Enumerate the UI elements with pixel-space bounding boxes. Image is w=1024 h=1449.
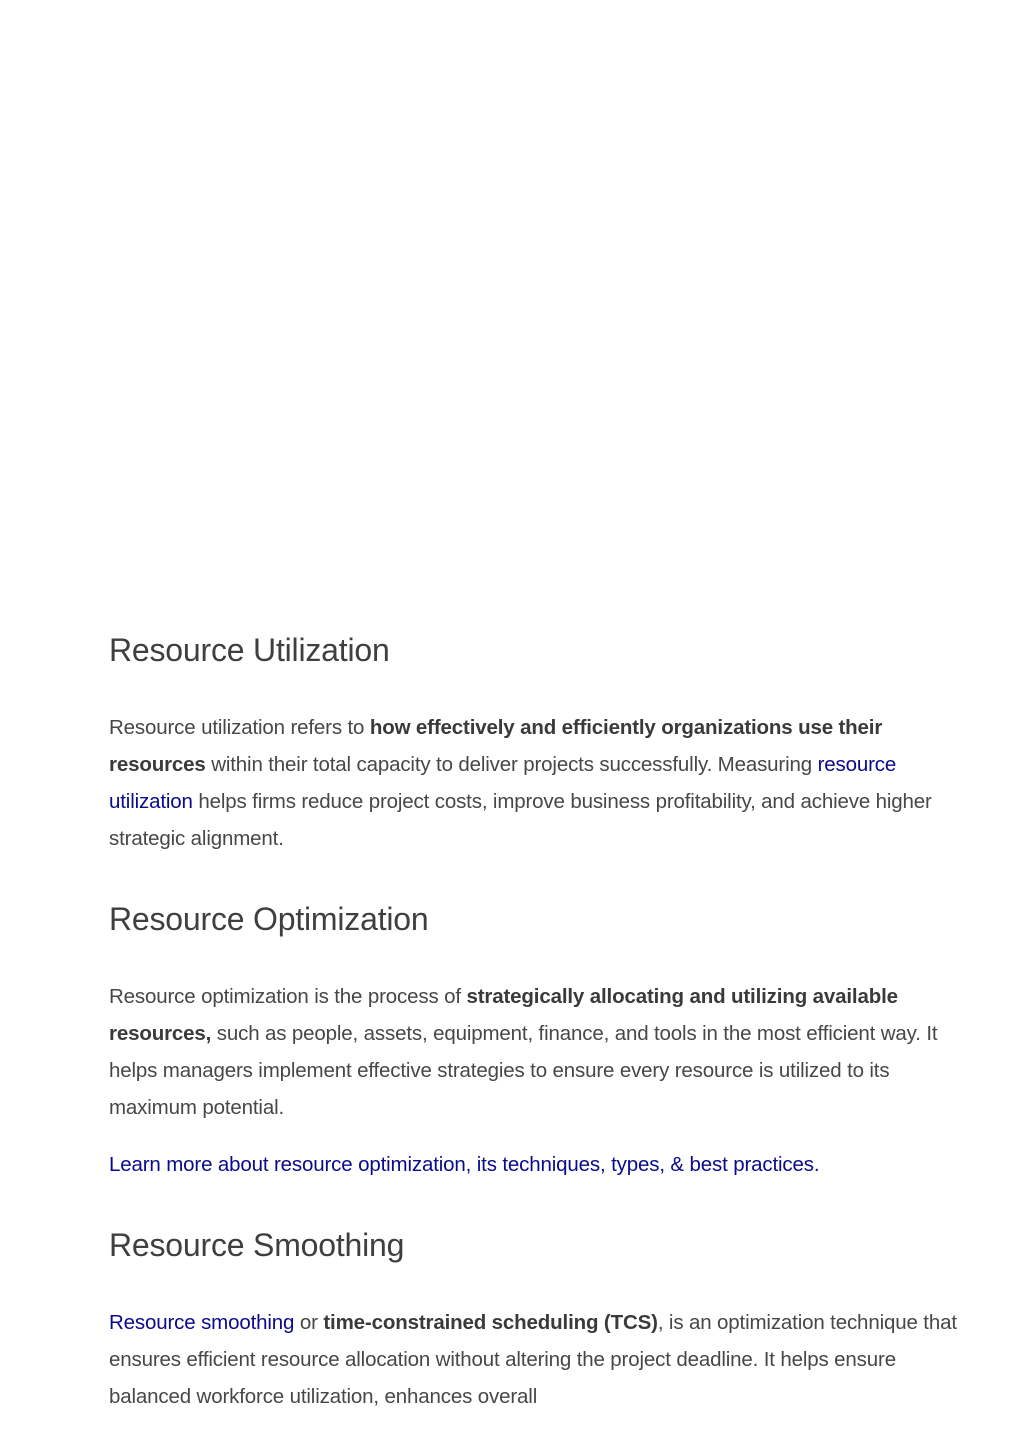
resource-utilization-link[interactable]: resource utilization: [109, 753, 897, 813]
text: Resource optimization is the process of: [109, 985, 467, 1008]
article-content: [109, 630, 959, 1415]
text: , is an optimization technique that ensures efficient resource allocation without altering the project deadline. It helps ensure balanced workforce utilization, enhances overall: [109, 1311, 957, 1408]
resource-smoothing-link[interactable]: Resource smoothing: [109, 1311, 295, 1334]
section-resource-smoothing: [109, 1225, 959, 1415]
learn-more-paragraph: [109, 1146, 959, 1183]
text: helps firms reduce project costs, improve business profitability, and achieve higher strategic alignment.: [109, 790, 932, 850]
heading-resource-optimization: Resource Optimization: [109, 901, 429, 937]
paragraph-resource-optimization: [109, 978, 959, 1126]
text: such as people, assets, equipment, finance, and tools in the most efficient way. It helps managers implement effective strategies to ensure every resource is utilized to its maximum potential.: [109, 1022, 938, 1119]
text: within their total capacity to deliver projects successfully. Measuring: [205, 753, 818, 776]
section-resource-optimization: [109, 899, 959, 1183]
heading-resource-smoothing: Resource Smoothing: [109, 1227, 405, 1263]
bold-text: strategically allocating and utilizing available resources,: [109, 985, 898, 1045]
paragraph-resource-smoothing: [109, 1304, 959, 1415]
heading-resource-utilization: Resource Utilization: [109, 632, 390, 668]
section-resource-utilization: [109, 630, 959, 857]
learn-more-link[interactable]: Learn more about resource optimization, its techniques, types, & best practices.: [109, 1153, 820, 1176]
bold-text: how effectively and efficiently organizations use their resources: [109, 716, 883, 776]
text: Resource utilization refers to: [109, 716, 370, 739]
paragraph-resource-utilization: [109, 709, 959, 857]
bold-text: time-constrained scheduling (TCS): [323, 1311, 658, 1334]
text: or: [294, 1311, 324, 1334]
